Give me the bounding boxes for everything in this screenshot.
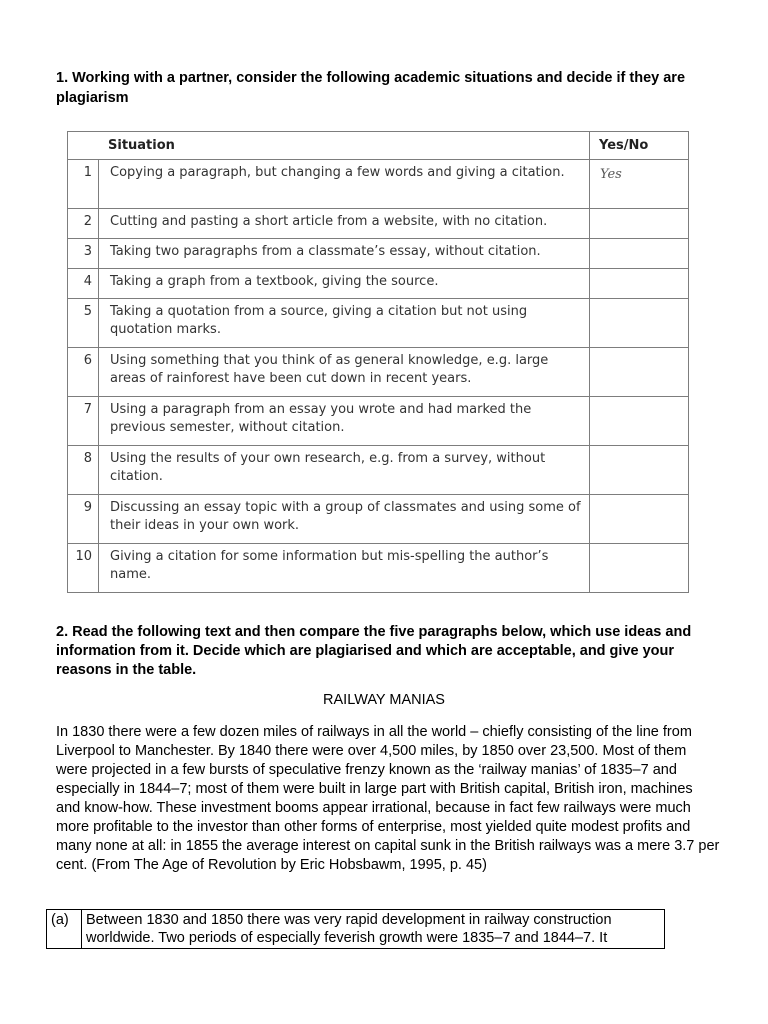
- answer-cell[interactable]: [590, 269, 689, 299]
- situation-text: Using something that you think of as general knowledge, e.g. large areas of rainforest have been cut down in recent years.: [99, 348, 590, 397]
- paragraph-label: (a): [47, 910, 82, 949]
- passage-title: RAILWAY MANIAS: [323, 692, 445, 708]
- situation-text: Giving a citation for some information but mis-spelling the author’s name.: [99, 544, 590, 593]
- table-row: [68, 446, 689, 495]
- situation-text: Taking a quotation from a source, giving a citation but not using quotation marks.: [99, 299, 590, 348]
- table-row: [68, 160, 689, 209]
- row-number: 8: [68, 446, 99, 495]
- situation-column-header: Situation: [68, 132, 590, 160]
- question-2-heading: 2. Read the following text and then compare the five paragraphs below, which use ideas and information from it. Decide which are plagiarised and which are acceptable, and give your reasons in the table.: [56, 624, 692, 678]
- situation-table-header: [68, 132, 689, 160]
- source-passage: In 1830 there were a few dozen miles of railways in all the world – chiefly consisting of the line from Liverpool to Manchester. By 1840 there were over 4,500 miles, by 1850 over 23,500. Most of them were projected in a few bursts of speculative frenzy known as the ‘railway manias’ of 1835–7 and especially in 1844–7; most of them were built in large part with British capital, British iron, machines and know-how. These investment booms appear irrational, because in fact few railways were much more profitable to the investor than other forms of enterprise, most yielded quite modest profits and many none at all: in 1855 the average interest on capital sunk in the British railways was a mere 3.7 per cent. (From The Age of Revolution by Eric Hobsbawm, 1995, p. 45): [56, 724, 720, 873]
- row-number: 2: [68, 209, 99, 239]
- situation-text: Using a paragraph from an essay you wrote and had marked the previous semester, without citation.: [99, 397, 590, 446]
- table-row: [68, 239, 689, 269]
- situation-text: Using the results of your own research, e.g. from a survey, without citation.: [99, 446, 590, 495]
- paragraph-table: [46, 909, 665, 949]
- yes-no-column-header: Yes/No: [590, 132, 689, 160]
- row-number: 10: [68, 544, 99, 593]
- row-number: 1: [68, 160, 99, 209]
- table-row: [68, 544, 689, 593]
- row-number: 9: [68, 495, 99, 544]
- row-number: 4: [68, 269, 99, 299]
- answer-cell[interactable]: [590, 397, 689, 446]
- answer-cell[interactable]: [590, 544, 689, 593]
- answer-cell[interactable]: [590, 446, 689, 495]
- table-row: [68, 397, 689, 446]
- row-number: 7: [68, 397, 99, 446]
- paragraph-row-a: [47, 910, 665, 949]
- situation-table: [67, 131, 689, 593]
- row-number: 5: [68, 299, 99, 348]
- situation-text: Discussing an essay topic with a group of classmates and using some of their ideas in your own work.: [99, 495, 590, 544]
- row-number: 6: [68, 348, 99, 397]
- answer-cell[interactable]: [590, 348, 689, 397]
- answer-cell[interactable]: [590, 495, 689, 544]
- question-1-heading: 1. Working with a partner, consider the following academic situations and decide if they are plagiarism: [56, 70, 686, 106]
- row-number: 3: [68, 239, 99, 269]
- answer-cell[interactable]: [590, 209, 689, 239]
- situation-text: Taking two paragraphs from a classmate’s essay, without citation.: [99, 239, 590, 269]
- table-row: [68, 299, 689, 348]
- situation-text: Cutting and pasting a short article from a website, with no citation.: [99, 209, 590, 239]
- answer-cell[interactable]: [590, 239, 689, 269]
- table-row: [68, 495, 689, 544]
- answer-cell[interactable]: [590, 299, 689, 348]
- situation-text: Taking a graph from a textbook, giving the source.: [99, 269, 590, 299]
- table-row: [68, 269, 689, 299]
- table-row: [68, 348, 689, 397]
- paragraph-text: Between 1830 and 1850 there was very rapid development in railway construction worldwide. Two periods of especially feverish growth were 1835–7 and 1844–7. It: [82, 910, 665, 949]
- situation-text: Copying a paragraph, but changing a few words and giving a citation.: [99, 160, 590, 209]
- answer-cell[interactable]: Yes: [590, 160, 689, 209]
- table-row: [68, 209, 689, 239]
